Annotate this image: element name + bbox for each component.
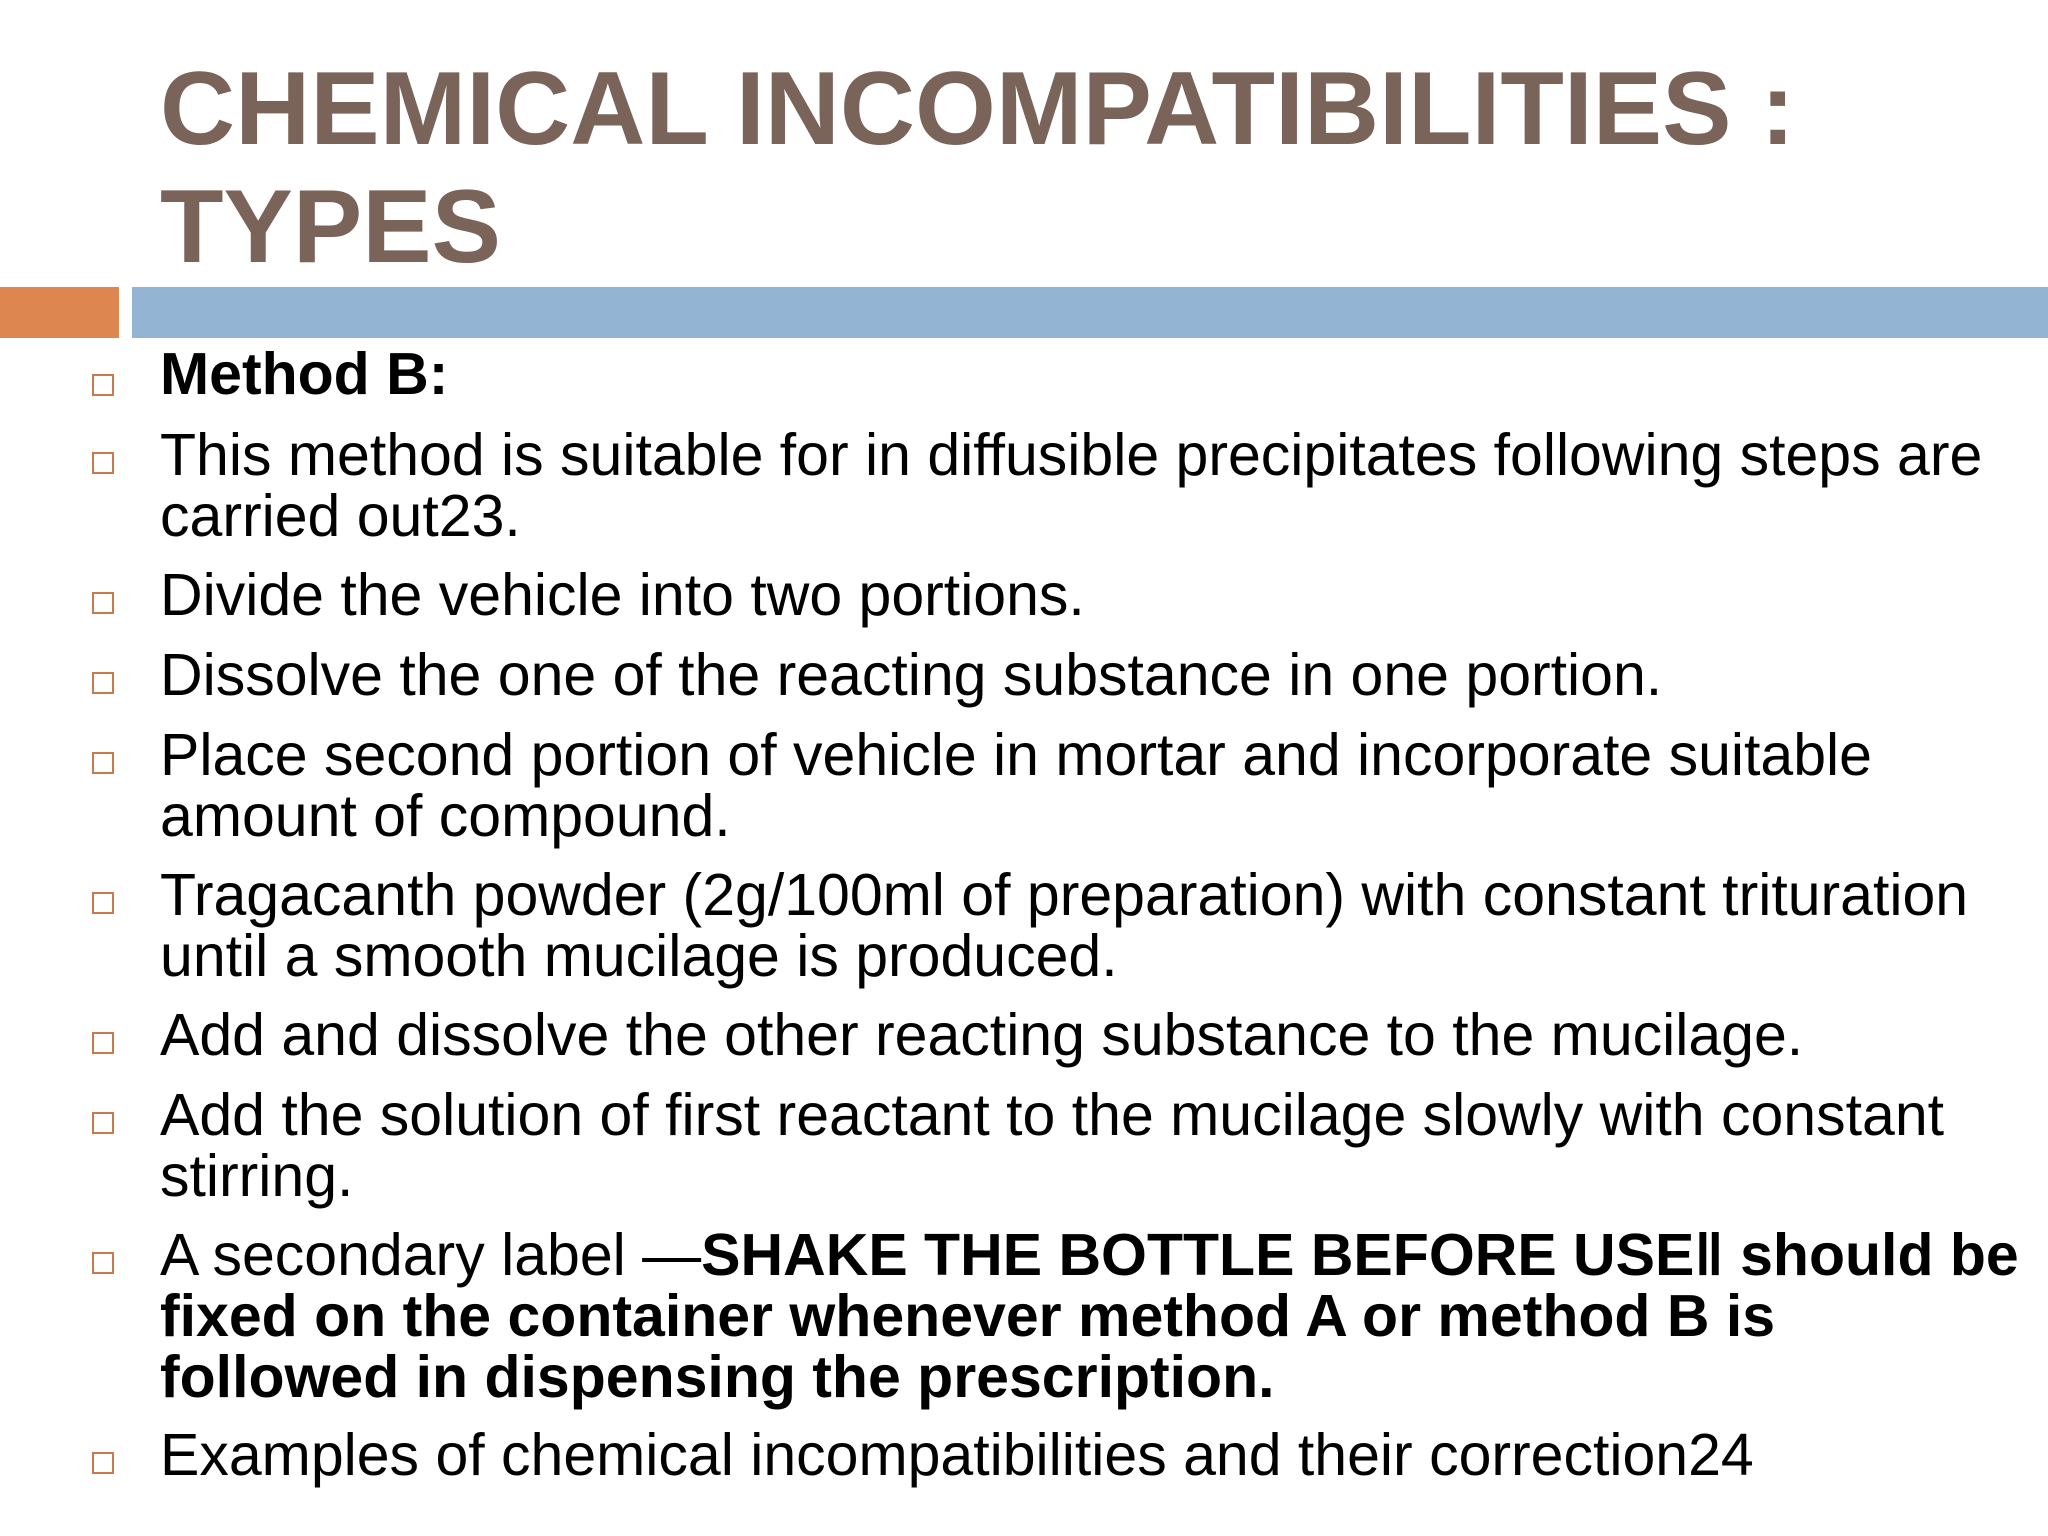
bullet-text-bold: SHAKE THE BOTTLE BEFORE USE‖ should be fixed on the container whenever method A or method B is followed in dispensing the prescription. bbox=[160, 1222, 2019, 1410]
square-bullet-icon bbox=[92, 374, 114, 396]
bullet-text: Examples of chemical incompatibilities and their correction24 bbox=[160, 1422, 1754, 1488]
bullet-text: Place second portion of vehicle in mortar and incorporate suitable amount of compound. bbox=[160, 722, 1872, 849]
square-bullet-icon bbox=[92, 1252, 114, 1274]
bullet-text-normal: A secondary label — bbox=[160, 1222, 702, 1288]
bullet-text: This method is suitable for in diffusible precipitates following steps are carried out23. bbox=[160, 422, 1983, 549]
bullet-text: Tragacanth powder (2g/100ml of preparation) with constant trituration until a smooth mucilage is produced. bbox=[160, 862, 1969, 989]
square-bullet-icon bbox=[92, 1032, 114, 1054]
square-bullet-icon bbox=[92, 1112, 114, 1134]
bullet-text: Add and dissolve the other reacting substance to the mucilage. bbox=[160, 1002, 1804, 1068]
slide-title-line-1: CHEMICAL INCOMPATIBILITIES : bbox=[160, 51, 1796, 167]
slide-title-line-2: TYPES bbox=[160, 169, 501, 285]
square-bullet-icon bbox=[92, 1452, 114, 1474]
bullet-text-label-warning bbox=[160, 1222, 2020, 1410]
bullet-text: Divide the vehicle into two portions. bbox=[160, 562, 1085, 628]
square-bullet-icon bbox=[92, 672, 114, 694]
square-bullet-icon bbox=[92, 892, 114, 914]
bullet-text: Method B: bbox=[160, 341, 449, 407]
square-bullet-icon bbox=[92, 752, 114, 774]
bullet-text: Add the solution of first reactant to the mucilage slowly with constant stirring. bbox=[160, 1082, 1945, 1209]
square-bullet-icon bbox=[92, 452, 114, 474]
bullet-text: Dissolve the one of the reacting substance in one portion. bbox=[160, 642, 1663, 708]
square-bullet-icon bbox=[92, 592, 114, 614]
